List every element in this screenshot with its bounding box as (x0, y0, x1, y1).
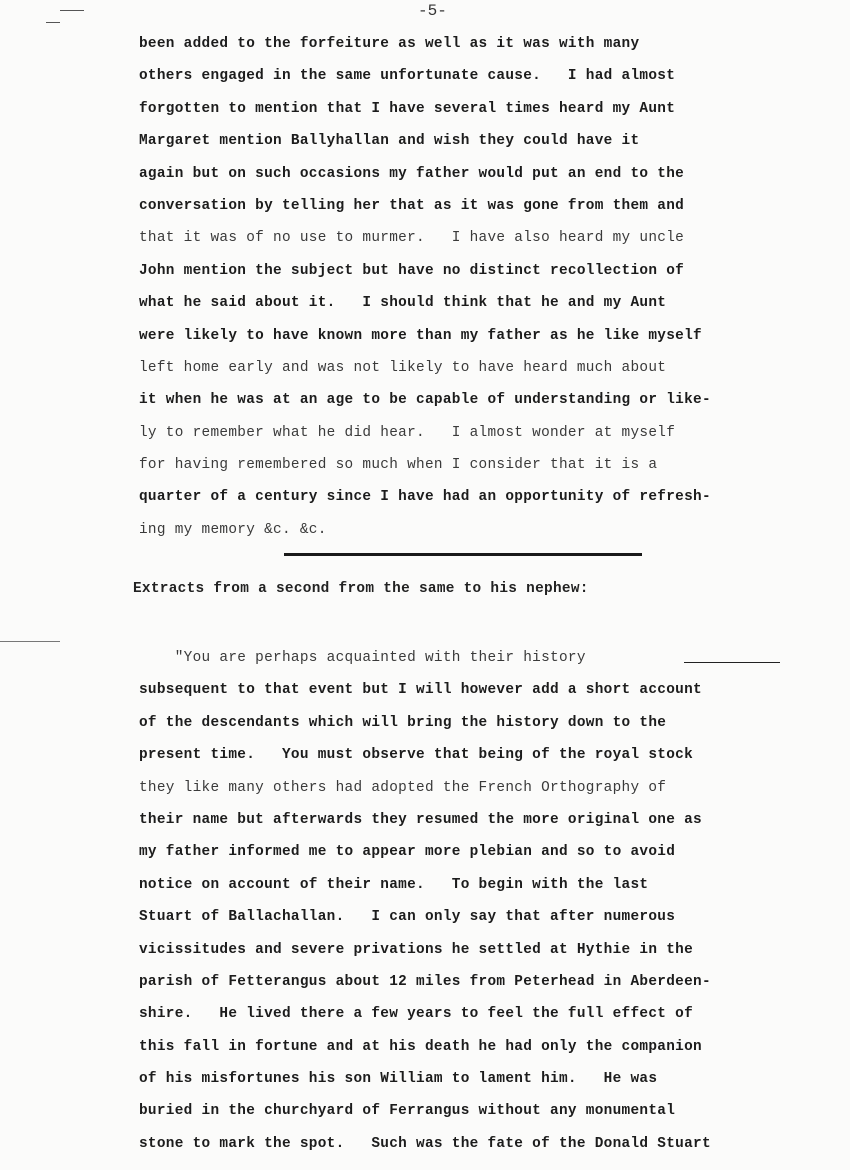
text-line: this fall in fortune and at his death he had only the companion (139, 1038, 702, 1055)
text-line: their name but afterwards they resumed the more original one as (139, 811, 702, 828)
text-line: vicissitudes and severe privations he settled at Hythie in the (139, 941, 694, 958)
text-line: left home early and was not likely to have heard much about (139, 359, 667, 376)
text-line: "You are perhaps acquainted with their history (139, 650, 586, 666)
text-line: been added to the forfeiture as well as it was with many (139, 36, 640, 52)
text-line: of his misfortunes his son William to lament him. He was (139, 1071, 658, 1088)
text-line: they like many others had adopted the French Orthography of (139, 779, 667, 796)
section-divider (284, 553, 642, 556)
text-line: were likely to have known more than my father as he like myself (139, 327, 702, 344)
margin-mark-top-left (60, 10, 84, 11)
paragraph-2 (139, 642, 799, 1160)
text-line: subsequent to that event but I will however add a short account (139, 682, 702, 699)
text-line: others engaged in the same unfortunate cause. I had almost (139, 68, 676, 85)
extract-heading: Extracts from a second from the same to his nephew: (133, 581, 589, 597)
text-line: it when he was at an age to be capable of understanding or like- (139, 392, 711, 409)
text-line: of the descendants which will bring the history down to the (139, 714, 667, 731)
text-line: stone to mark the spot. Such was the fate of the Donald Stuart (139, 1135, 711, 1152)
text-line: ing my memory &c. &c. (139, 521, 327, 538)
text-line: ly to remember what he did hear. I almost wonder at myself (139, 424, 676, 441)
margin-mark-top-left-2 (46, 22, 60, 23)
text-line: what he said about it. I should think that he and my Aunt (139, 295, 667, 312)
text-line: again but on such occasions my father would put an end to the (139, 165, 685, 182)
text-line: Stuart of Ballachallan. I can only say that after numerous (139, 909, 676, 926)
text-line: Margaret mention Ballyhallan and wish they could have it (139, 133, 640, 150)
text-line: buried in the churchyard of Ferrangus without any monumental (139, 1103, 676, 1120)
text-line: John mention the subject but have no distinct recollection of (139, 262, 685, 279)
text-line: present time. You must observe that being of the royal stock (139, 747, 694, 764)
text-line: shire. He lived there a few years to feel the full effect of (139, 1006, 694, 1023)
paragraph-1 (139, 28, 799, 546)
text-line: conversation by telling her that as it was gone from them and (139, 197, 685, 214)
page-number: -5- (418, 2, 447, 20)
margin-mark-mid-left (0, 641, 60, 642)
text-line: notice on account of their name. To begin with the last (139, 876, 649, 893)
text-line: parish of Fetterangus about 12 miles from Peterhead in Aberdeen- (139, 973, 711, 990)
text-line: forgotten to mention that I have several times heard my Aunt (139, 100, 676, 117)
text-line: that it was of no use to murmer. I have also heard my uncle (139, 230, 685, 247)
text-line: quarter of a century since I have had an opportunity of refresh- (139, 489, 711, 506)
text-line: my father informed me to appear more plebian and so to avoid (139, 844, 676, 861)
text-line: for having remembered so much when I consider that it is a (139, 457, 658, 474)
